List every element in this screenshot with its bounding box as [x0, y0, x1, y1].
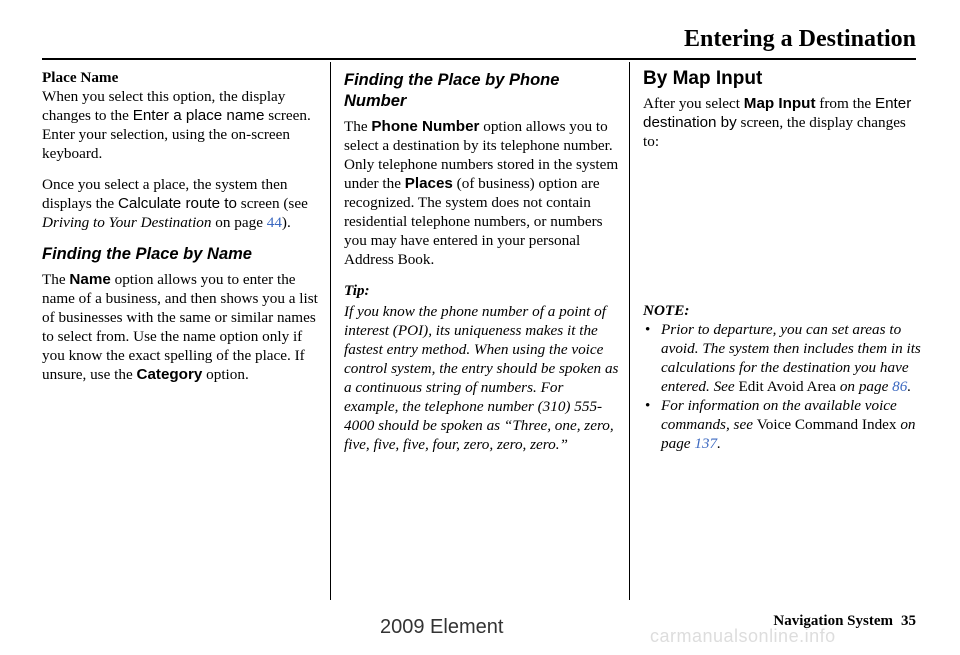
option-places: Places: [404, 175, 453, 192]
list-item: [643, 320, 921, 396]
text-run: screen (see: [236, 195, 308, 212]
tip-label: Tip:: [344, 282, 370, 299]
text-run: on page: [211, 214, 267, 231]
note-list: [643, 320, 921, 453]
finding-by-phone-paragraph: [344, 117, 620, 269]
finding-by-phone-heading: Finding the Place by Phone Number: [344, 71, 560, 110]
section-reference: Edit Avoid Area: [738, 378, 837, 395]
footer-section: Navigation System: [773, 613, 893, 629]
column-left: [42, 68, 320, 396]
place-name-paragraph: [42, 87, 320, 163]
page-title: Entering a Destination: [683, 26, 916, 52]
text-run: screen. Enter your selection, using the on-screen keyboard.: [42, 107, 311, 162]
option-phone-number: Phone Number: [371, 118, 480, 135]
option-map-input: Map Input: [743, 95, 816, 112]
header-divider: [42, 58, 916, 60]
text-run: screen, the display changes to:: [643, 114, 906, 150]
screen-name-enter-destination: Enter destination by: [643, 95, 912, 131]
page-number: 35: [901, 613, 916, 629]
image-placeholder-space: [643, 163, 921, 301]
text-run: The: [42, 271, 70, 288]
text-run: option allows you to select a destination by its telephone number. Only telephone numbers stored in the system under the: [344, 118, 619, 192]
text-run: option.: [202, 366, 249, 383]
map-input-heading: By Map Input: [643, 68, 763, 89]
text-run: .: [907, 378, 912, 395]
text-run: Once you select a place, the system then displays the: [42, 176, 288, 212]
page-link-44[interactable]: 44: [266, 214, 282, 231]
map-input-paragraph: [643, 94, 921, 151]
finding-by-name-heading: Finding the Place by Name: [42, 245, 252, 263]
text-run: (of business) option are recognized. The system does not contain residential telephone numbers, or numbers you may have entered in your personal Address Book.: [344, 175, 603, 268]
option-category: Category: [136, 366, 203, 383]
finding-by-name-paragraph: [42, 270, 320, 384]
option-name: Name: [69, 271, 111, 288]
text-run: ).: [281, 214, 291, 231]
watermark-model: 2009 Element: [380, 616, 504, 638]
place-name-heading: Place Name: [42, 69, 119, 86]
page-link-137[interactable]: 137: [694, 435, 718, 452]
text-run: When you select this option, the display changes to the: [42, 88, 286, 124]
page-link-86[interactable]: 86: [892, 378, 908, 395]
section-reference: Driving to Your Destination: [42, 214, 212, 231]
text-run: .: [717, 435, 721, 452]
tip-text: If you know the phone number of a point of interest (POI), its uniqueness makes it the fastest entry method. When using the voice control system, the entry should be spoken as a continuous string of numbers. For example, the telephone number (310) 555-4000 should be spoken as “Three, one, zero, five, five, five, four, zero, zero, zero.”: [344, 303, 619, 453]
column-right: [643, 68, 921, 453]
section-reference: Voice Command Index: [756, 416, 897, 433]
screen-name-calculate-route: Calculate route to: [117, 195, 237, 212]
calculate-route-paragraph: [42, 175, 320, 232]
text-run: After you select: [643, 95, 744, 112]
text-run: The: [344, 118, 372, 135]
text-run: Prior to departure, you can set areas to avoid. The system then includes them in its calculations for the destination you have entered. See: [661, 321, 921, 395]
column-divider-left: [330, 62, 331, 600]
text-run: option allows you to enter the name of a business, and then shows you a list of businesses with the same or similar names to select from. Use the name option only if you know the exact spelling of the place. If unsure, use the: [42, 271, 318, 383]
column-divider-right: [629, 62, 630, 600]
watermark-site: carmanualsonline.info: [650, 626, 836, 646]
text-run: from the: [815, 95, 875, 112]
note-label: NOTE:: [643, 302, 690, 319]
text-run: on page: [661, 416, 916, 452]
screen-name-enter-place: Enter a place name: [132, 107, 265, 124]
list-item: [643, 396, 921, 453]
text-run: on page: [836, 378, 893, 395]
text-run: For information on the available voice commands, see: [661, 397, 897, 433]
column-middle: [344, 68, 620, 466]
